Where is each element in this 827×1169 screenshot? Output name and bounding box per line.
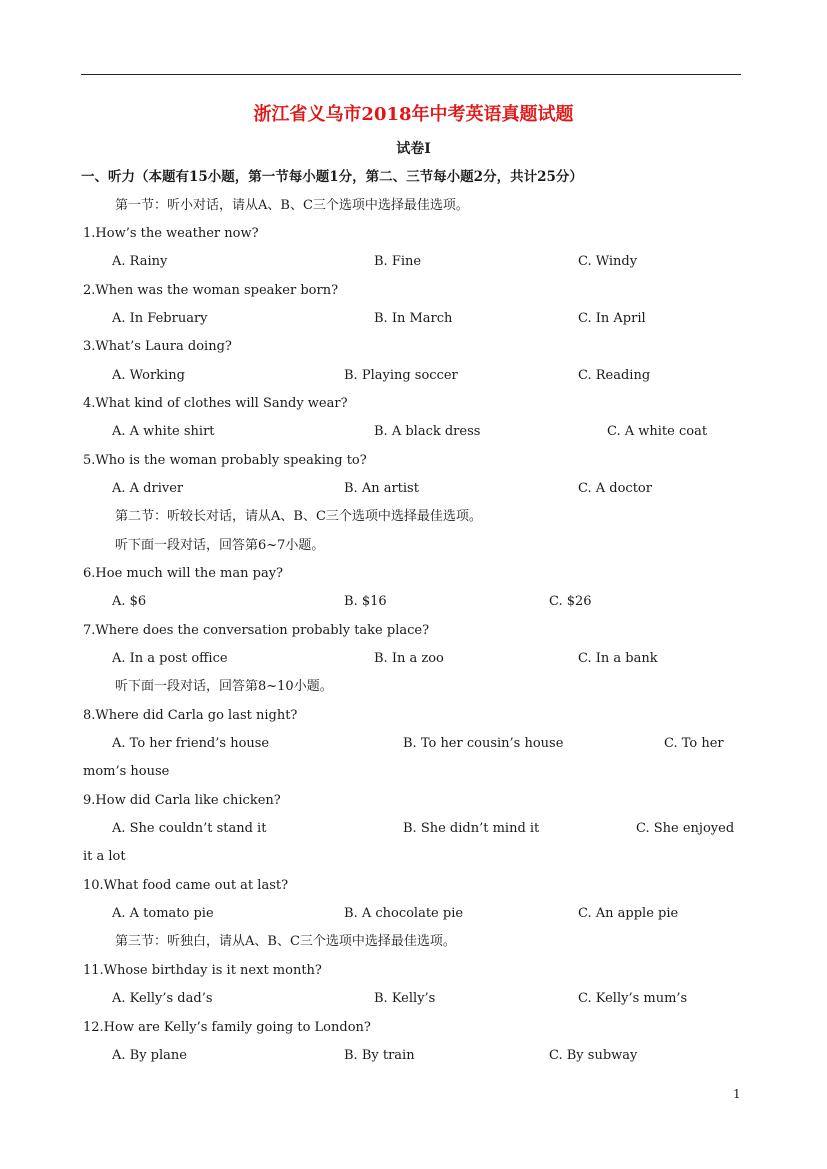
- page-title: 浙江省义乌市2018年中考英语真题试题: [253, 104, 574, 125]
- dialogue-note: 听下面一段对话，回答第6~7小题。: [115, 538, 325, 553]
- option-b: B. She didn’t mind it: [403, 821, 540, 836]
- question-stem: 2.When was the woman speaker born?: [83, 283, 339, 298]
- question-stem: 10.What food came out at last?: [83, 878, 289, 893]
- option-b: B. A black dress: [374, 424, 481, 439]
- option-a: A. A white shirt: [112, 424, 215, 439]
- section-heading: 一、听力（本题有15小题，第一节每小题1分，第二、三节每小题2分，共计25分）: [81, 169, 583, 185]
- option-a: A. Kelly’s dad’s: [112, 991, 213, 1006]
- question-stem: 6.Hoe much will the man pay?: [83, 566, 284, 581]
- question-stem: 9.How did Carla like chicken?: [83, 793, 281, 808]
- option-c: C. A doctor: [578, 481, 652, 496]
- option-c: C. She enjoyed: [636, 821, 735, 836]
- option-a: A. To her friend’s house: [112, 736, 270, 751]
- paper-subtitle: 试卷Ⅰ: [396, 141, 431, 157]
- option-c: C. An apple pie: [578, 906, 679, 921]
- question-stem: 5.Who is the woman probably speaking to?: [83, 453, 367, 468]
- question-stem: 7.Where does the conversation probably take place?: [83, 623, 430, 638]
- question-stem: 12.How are Kelly’s family going to London?: [83, 1020, 371, 1035]
- question-stem: 4.What kind of clothes will Sandy wear?: [83, 396, 348, 411]
- option-b: B. In a zoo: [374, 651, 444, 666]
- option-c-continued: it a lot: [83, 849, 126, 864]
- option-c: C. In April: [578, 311, 646, 326]
- option-b: B. An artist: [344, 481, 419, 496]
- part3-instruction: 第三节：听独白，请从A、B、C三个选项中选择最佳选项。: [115, 934, 456, 949]
- question-stem: 11.Whose birthday is it next month?: [83, 963, 322, 978]
- header-rule: [81, 74, 741, 75]
- option-b: B. Kelly’s: [374, 991, 436, 1006]
- option-b: B. To her cousin’s house: [403, 736, 564, 751]
- option-b: B. Playing soccer: [344, 368, 458, 383]
- option-c: C. Reading: [578, 368, 651, 383]
- option-c: C. A white coat: [607, 424, 708, 439]
- option-b: B. A chocolate pie: [344, 906, 464, 921]
- option-c: C. By subway: [549, 1048, 638, 1063]
- option-a: A. In February: [112, 311, 208, 326]
- option-a: A. A driver: [112, 481, 184, 496]
- dialogue-note: 听下面一段对话，回答第8~10小题。: [115, 679, 333, 694]
- question-stem: 8.Where did Carla go last night?: [83, 708, 298, 723]
- page-number: 1: [733, 1087, 741, 1101]
- part2-instruction: 第二节：听较长对话，请从A、B、C三个选项中选择最佳选项。: [115, 509, 482, 524]
- option-b: B. By train: [344, 1048, 415, 1063]
- option-a: A. Rainy: [112, 254, 168, 269]
- part1-instruction: 第一节：听小对话，请从A、B、C三个选项中选择最佳选项。: [115, 198, 469, 213]
- option-a: A. In a post office: [112, 651, 228, 666]
- option-c: C. $26: [549, 594, 592, 609]
- option-c: C. Kelly’s mum’s: [578, 991, 688, 1006]
- question-stem: 3.What’s Laura doing?: [83, 339, 232, 354]
- option-c-continued: mom’s house: [83, 764, 170, 779]
- option-a: A. A tomato pie: [112, 906, 214, 921]
- option-a: A. She couldn’t stand it: [112, 821, 267, 836]
- option-c: C. In a bank: [578, 651, 658, 666]
- option-b: B. In March: [374, 311, 453, 326]
- option-b: B. $16: [344, 594, 387, 609]
- option-a: A. $6: [112, 594, 147, 609]
- option-a: A. By plane: [112, 1048, 187, 1063]
- option-b: B. Fine: [374, 254, 422, 269]
- question-stem: 1.How’s the weather now?: [83, 226, 259, 241]
- option-c: C. Windy: [578, 254, 638, 269]
- option-a: A. Working: [112, 368, 185, 383]
- option-c: C. To her: [664, 736, 724, 751]
